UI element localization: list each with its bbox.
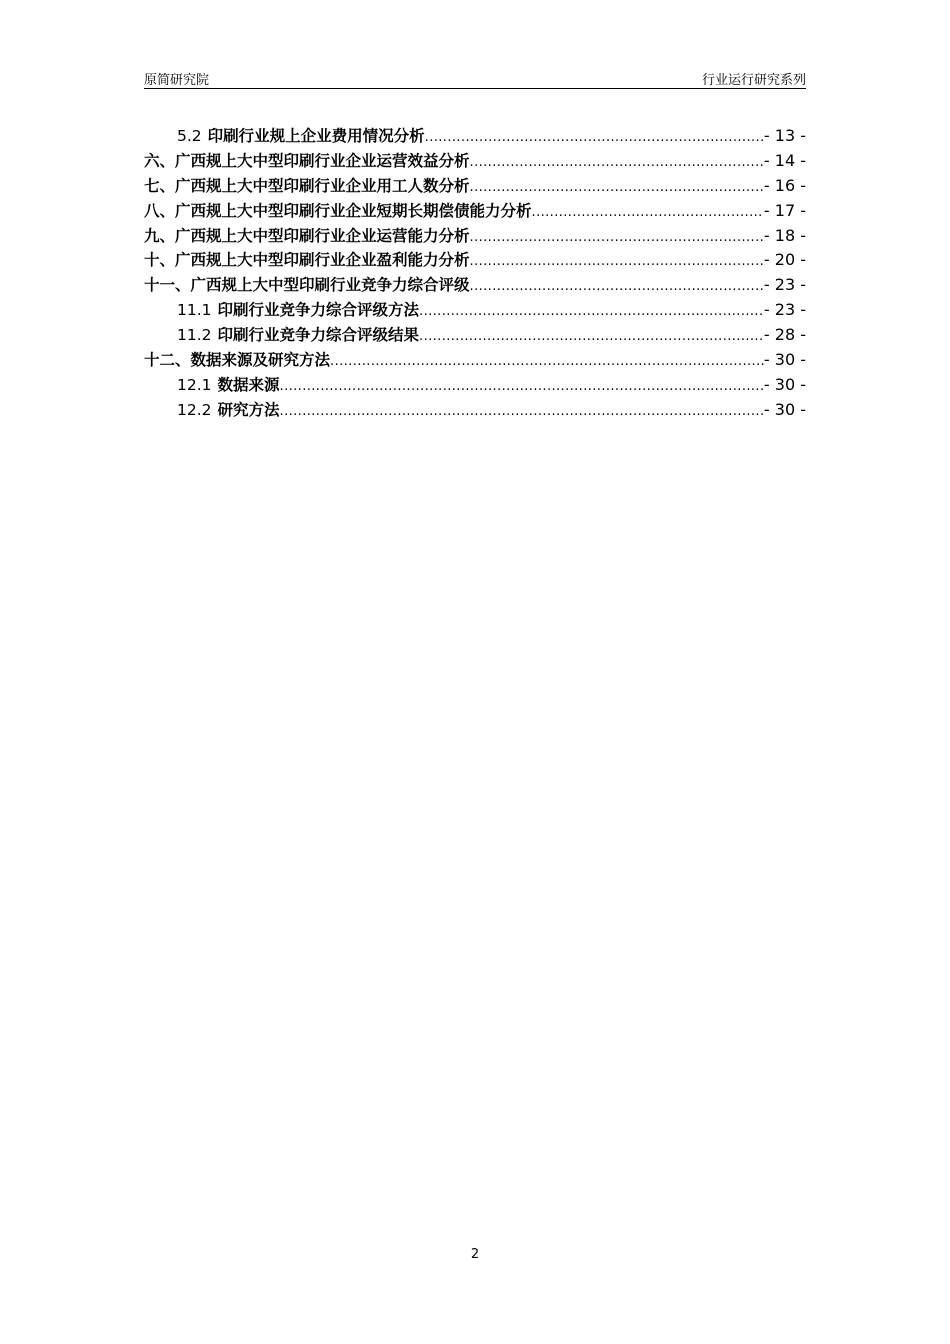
toc-entry-page: - 30 - [763,374,806,394]
page-header [144,68,806,89]
toc-leader-dots [280,373,764,398]
toc-entry[interactable] [144,149,806,174]
toc-entry-title [177,373,280,398]
toc-leader-dots [470,224,764,249]
toc-entry-number: 八、 [144,201,176,220]
toc-entry-title [144,224,470,249]
toc-entry-text: 印刷行业竞争力综合评级方法 [217,301,420,320]
toc-leader-dots [280,398,764,423]
toc-entry-page: - 13 - [763,126,806,145]
toc-entry-page: - 16 - [763,175,806,195]
header-series-title: 行业运行研究系列 [701,73,806,88]
toc-leader-dots [330,348,764,373]
toc-entry-title [144,199,532,224]
toc-entry-page: - 28 - [763,325,806,345]
toc-entry-number: 十、 [144,251,176,270]
toc-entry[interactable] [144,398,806,423]
toc-entry-number: 十二、 [144,351,191,370]
toc-entry-page: - 18 - [763,225,806,245]
toc-entry-title [177,298,419,323]
toc-entry-text: 数据来源 [217,375,280,394]
toc-entry-page: - 30 - [763,399,806,419]
toc-entry-text: 广西规上大中型印刷行业企业用工人数分析 [175,176,470,195]
toc-leader-dots [470,273,764,298]
toc-entry-page: - 20 - [763,250,806,270]
toc-leader-dots [470,149,764,174]
toc-leader-dots [419,323,764,348]
toc-entry-text: 印刷行业竞争力综合评级结果 [217,326,420,345]
page-number: 2 [470,1247,480,1262]
toc-entry[interactable] [144,298,806,323]
table-of-contents [144,124,806,423]
toc-leader-dots [532,199,764,224]
toc-entry-title [177,398,280,423]
toc-entry-text: 广西规上大中型印刷行业竞争力综合评级 [190,276,470,295]
toc-entry[interactable] [144,174,806,199]
toc-entry-title [144,248,470,273]
toc-entry-number: 12.1 [177,375,212,394]
toc-leader-dots [419,298,764,323]
toc-entry-number: 十一、 [144,276,191,295]
toc-entry-number: 11.1 [177,301,212,320]
toc-entry[interactable] [144,373,806,398]
toc-entry-number: 12.2 [177,400,212,419]
toc-entry-number: 11.2 [177,326,212,345]
header-organization: 原简研究院 [144,73,210,88]
toc-entry-title [144,149,470,174]
toc-entry-title [144,273,470,298]
toc-entry-page: - 17 - [763,200,806,220]
toc-entry-text: 广西规上大中型印刷行业企业运营效益分析 [175,151,470,170]
toc-entry[interactable] [144,273,806,298]
toc-entry-text: 广西规上大中型印刷行业企业盈利能力分析 [175,251,470,270]
toc-entry[interactable] [144,224,806,249]
toc-entry-number: 九、 [144,226,176,245]
toc-entry-number: 六、 [144,151,176,170]
toc-entry[interactable] [144,348,806,373]
toc-entry[interactable] [144,248,806,273]
toc-entry[interactable] [144,124,806,149]
toc-entry-title [144,348,330,373]
toc-entry-title [177,124,425,149]
toc-entry-page: - 23 - [763,275,806,295]
toc-entry-title [177,323,419,348]
toc-entry-number: 七、 [144,176,176,195]
toc-entry-text: 数据来源及研究方法 [190,351,331,370]
toc-leader-dots [425,124,764,149]
toc-entry-number: 5.2 [177,127,202,145]
toc-entry-text: 研究方法 [217,400,280,419]
toc-entry-text: 广西规上大中型印刷行业企业运营能力分析 [175,226,470,245]
toc-entry-text: 印刷行业规上企业费用情况分析 [207,127,425,145]
toc-entry[interactable] [144,199,806,224]
toc-entry-page: - 30 - [763,350,806,370]
toc-entry-page: - 14 - [763,150,806,170]
toc-entry[interactable] [144,323,806,348]
toc-leader-dots [470,248,764,273]
toc-leader-dots [470,174,764,199]
toc-entry-text: 广西规上大中型印刷行业企业短期长期偿债能力分析 [175,201,532,220]
toc-entry-page: - 23 - [763,300,806,320]
toc-entry-title [144,174,470,199]
